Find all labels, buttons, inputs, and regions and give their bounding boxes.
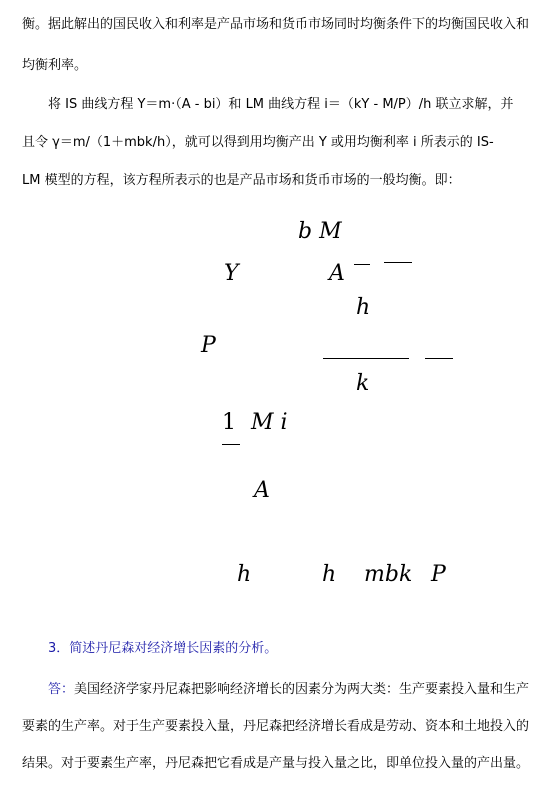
paragraph1-line2: 均衡利率。	[22, 58, 88, 73]
formula-rule-short1	[354, 264, 370, 265]
formula-rule-one	[222, 444, 240, 445]
formula-h3: h	[322, 562, 337, 587]
formula-fraction-bar	[323, 358, 409, 359]
answer-line3: 结果。对于要素生产率，丹尼森把它看成是产量与投入量之比，即单位投入量的产出量。	[22, 756, 530, 771]
formula-one: 1	[222, 410, 236, 435]
answer-line2: 要素的生产率。对于生产要素投入量，丹尼森把经济增长看成是劳动、资本和土地投入的	[22, 719, 530, 734]
paragraph2-line3: LM 模型的方程，该方程所表示的也是产品市场和货币市场的一般均衡。即：	[22, 173, 461, 188]
paragraph2-line1: 将 IS 曲线方程 Y＝m·（A - bi）和 LM 曲线方程 i＝（kY - M/P）/h 联立求解，并	[48, 97, 514, 112]
answer-line1-text: 美国经济学家丹尼森把影响经济增长的因素分为两大类：生产要素投入量和生产	[74, 682, 530, 697]
formula-rule-short3	[425, 358, 453, 359]
answer-line1	[48, 681, 529, 699]
formula-A2: A	[254, 478, 270, 503]
formula-P: P	[201, 333, 216, 358]
paragraph2-line2: 且令 γ＝m/（1＋mbk/h），就可以得到用均衡产出 Y 或用均衡利率 i 所表示的 IS-	[22, 135, 494, 150]
formula-k: k	[356, 371, 370, 396]
formula-M-i: M i	[251, 410, 288, 435]
formula-P2: P	[431, 562, 446, 587]
paragraph1-line1: 衡。据此解出的国民收入和利率是产品市场和货币市场同时均衡条件下的均衡国民收入和	[22, 17, 530, 32]
formula-Y: Y	[224, 261, 239, 286]
formula-A: A	[329, 261, 345, 286]
formula-h2: h	[237, 562, 252, 587]
formula-rule-short2	[384, 262, 412, 263]
answer-prefix: 答：	[48, 682, 75, 697]
formula-b-M: b M	[298, 219, 342, 244]
formula-h: h	[356, 295, 371, 320]
formula-mbk: mbk	[364, 562, 413, 587]
question-3-heading: 3．简述丹尼森对经济增长因素的分析。	[48, 641, 278, 656]
